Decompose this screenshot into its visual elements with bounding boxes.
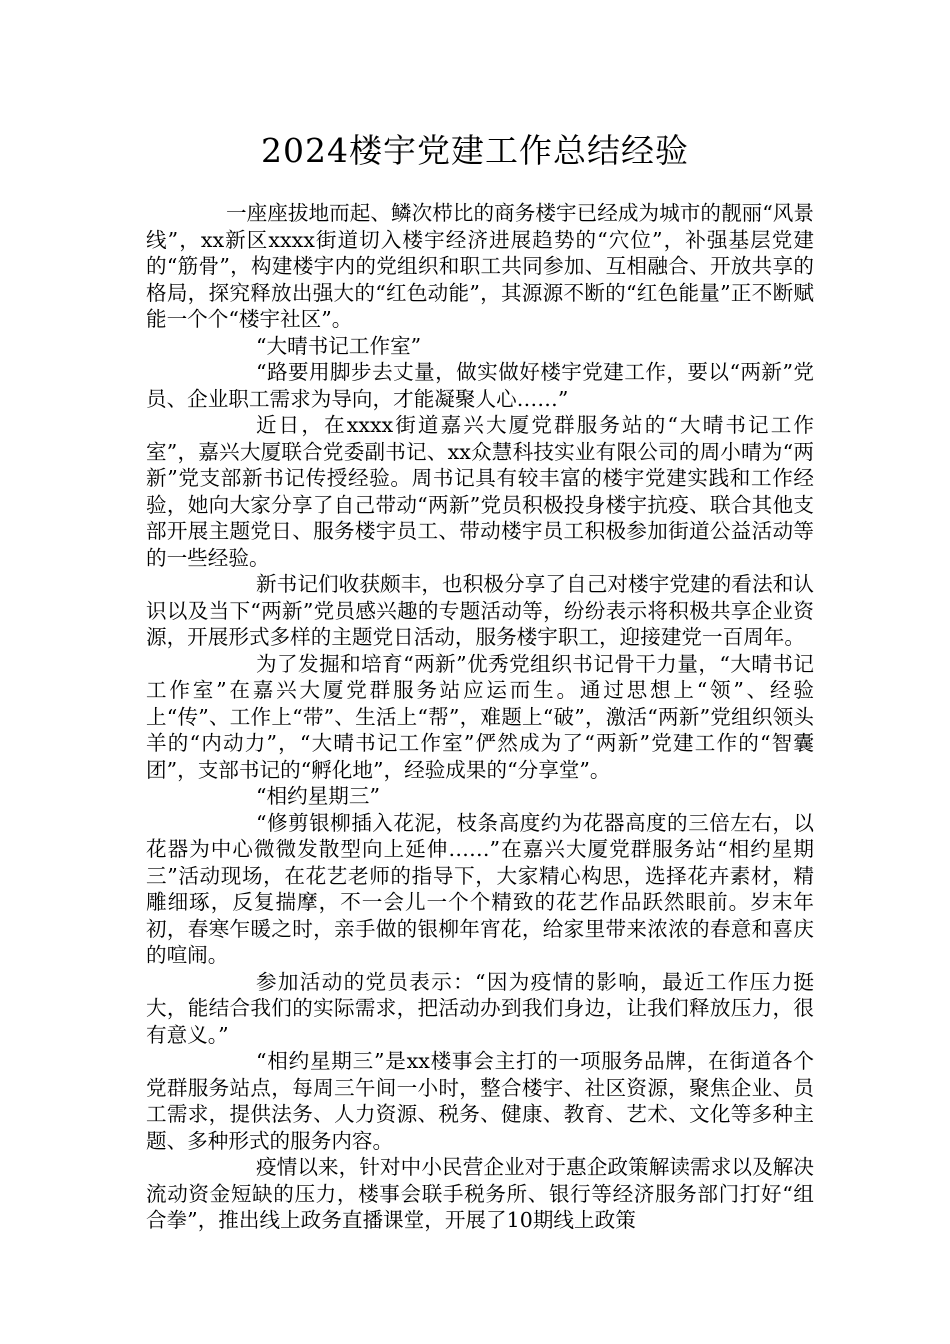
paragraph-member-feedback: 参加活动的党员表示：“因为疫情的影响，最近工作压力挺大，能结合我们的实际需求，把活动办到我们身边，让我们释放压力，很有意义。”	[146, 969, 814, 1047]
paragraph-flower-activity: “修剪银柳插入花泥，枝条高度约为花器高度的三倍左右，以花器为中心微微发散型向上延伸……”在嘉兴大厦党群服务站“相约星期三”活动现场，在花艺老师的指导下，大家精心构思，选择花卉素材，精雕细琢，反复揣摩，不一会儿一个个精致的花艺作品跃然眼前。岁末年初，春寒乍暖之时，亲手做的银柳年宵花，给家里带来浓浓的春意和喜庆的喧闹。	[146, 810, 814, 967]
section-heading-daqing-studio: “大晴书记工作室”	[256, 333, 422, 358]
paragraph-studio-purpose: 为了发掘和培育“两新”优秀党组织书记骨干力量，“大晴书记工作室”在嘉兴大厦党群服务站应运而生。通过思想上“领”、经验上“传”、工作上“带”、生活上“帮”，难题上“破”，激活“两新”党组织领头羊的“内动力”，“大晴书记工作室”俨然成为了“两新”党建工作的“智囊团”，支部书记的“孵化地”，经验成果的“分享堂”。	[146, 651, 814, 782]
paragraph-new-secretaries: 新书记们收获颇丰，也积极分享了自己对楼宇党建的看法和认识以及当下“两新”党员感兴趣的专题活动等，纷纷表示将积极共享企业资源，开展形式多样的主题党日活动，服务楼宇职工，迎接建党一百周年。	[146, 572, 814, 649]
paragraph-intro: 一座座拔地而起、鳞次栉比的商务楼宇已经成为城市的靓丽“风景线”，xx新区xxxx街道切入楼宇经济进展趋势的“穴位”，补强基层党建的“筋骨”，构建楼宇内的党组织和职工共同参加、互相融合、开放共享的格局，探究释放出强大的“红色动能”，其源源不断的“红色能量”正不断赋能一个个“楼宇社区”。	[146, 201, 814, 331]
paragraph-service-brand: “相约星期三”是xx楼事会主打的一项服务品牌，在街道各个党群服务站点，每周三午间一小时，整合楼宇、社区资源，聚焦企业、员工需求，提供法务、人力资源、税务、健康、教育、艺术、文化等多种主题、多种形式的服务内容。	[146, 1049, 814, 1153]
document-body	[146, 200, 814, 1234]
paragraph-recent-event: 近日，在xxxx街道嘉兴大厦党群服务站的“大晴书记工作室”，嘉兴大厦联合党委副书记、xx众慧科技实业有限公司的周小晴为“两新”党支部新书记传授经验。周书记具有较丰富的楼宇党建实践和工作经验，她向大家分享了自己带动“两新”党员积极投身楼宇抗疫、联合其他支部开展主题党日、服务楼宇员工、带动楼宇员工积极参加街道公益活动等的一些经验。	[146, 413, 814, 570]
paragraph-pandemic-support: 疫情以来，针对中小民营企业对于惠企政策解读需求以及解决流动资金短缺的压力，楼事会联手税务所、银行等经济服务部门打好“组合拳”，推出线上政务直播课堂，开展了10期线上政策	[146, 1155, 814, 1232]
document-title: 2024楼宇党建工作总结经验	[261, 131, 689, 170]
section-heading-wednesday: “相约星期三”	[256, 784, 381, 808]
paragraph-quote-1: “路要用脚步去丈量，做实做好楼宇党建工作，要以“两新”党员、企业职工需求为导向，才能凝聚人心……”	[146, 360, 814, 411]
